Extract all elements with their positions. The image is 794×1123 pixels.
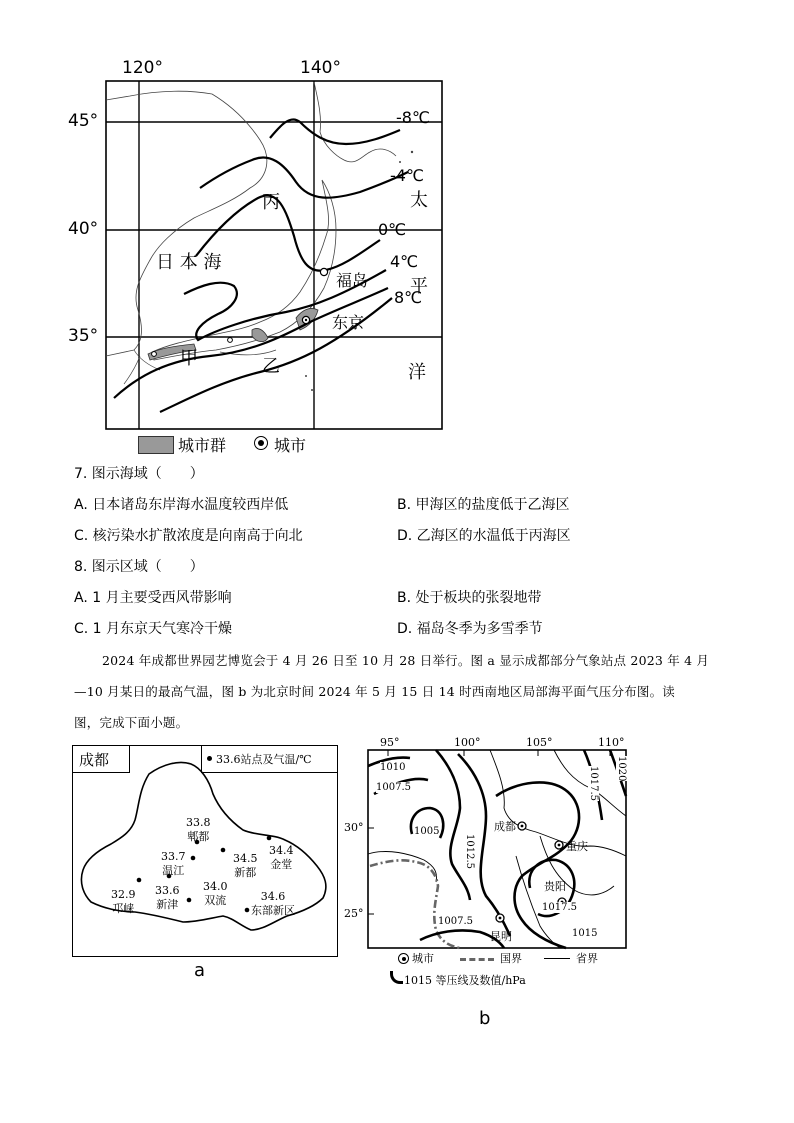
station-dot <box>267 836 272 841</box>
station-pidu: 33.8 郫都 <box>186 816 211 843</box>
legend-province-label: 省界 <box>576 952 598 965</box>
city-symbol-icon <box>254 436 268 450</box>
station-shuangliu: 34.0 双流 <box>203 880 228 907</box>
q8-option-c[interactable]: C. 1 月东京天气寒冷干燥 <box>74 621 233 637</box>
area-yi: 乙 <box>262 356 280 377</box>
q7-option-d[interactable]: D. 乙海区的水温低于丙海区 <box>397 528 571 544</box>
city-label-chengdu: 成都 <box>494 820 516 833</box>
station-dot <box>245 908 250 913</box>
isotherm-label: 8℃ <box>394 288 423 307</box>
japan-map <box>68 58 460 460</box>
city-tokyo-dot <box>305 319 307 321</box>
map-b-caption: b <box>479 1008 491 1029</box>
area-bing: 丙 <box>262 192 280 213</box>
city-label-fukushima: 福岛 <box>336 271 369 290</box>
city-group-swatch <box>138 436 174 454</box>
legend-border-label: 国界 <box>500 952 522 965</box>
sea-name: 日 本 海 <box>156 252 222 273</box>
isotherm--8 <box>270 119 400 144</box>
island <box>305 375 307 377</box>
lat-label-45: 45° <box>68 111 99 131</box>
lon-label-140: 140° <box>300 58 341 78</box>
q8-option-d[interactable]: D. 福岛冬季为多雪季节 <box>397 621 543 637</box>
q8-option-b[interactable]: B. 处于板块的张裂地带 <box>397 590 542 606</box>
station-wenjiang: 33.7 温江 <box>161 850 186 877</box>
isotherm-0 <box>196 196 380 271</box>
map-a-title: 成都 <box>79 751 110 769</box>
station-dot <box>137 878 142 883</box>
legend-city-label: 城市 <box>412 952 434 965</box>
city-label-tokyo: 东京 <box>332 313 365 332</box>
station-xinjin: 33.6 新津 <box>155 884 180 911</box>
isobar-label: 1017.5 <box>542 902 577 913</box>
isobar-label: 1007.5 <box>376 782 411 793</box>
isobar <box>436 750 470 900</box>
lat-25: 25° <box>344 907 364 920</box>
ocean-char: 太 <box>410 190 428 211</box>
intro-line-3: 图，完成下面小题。 <box>74 715 189 730</box>
station-dot <box>187 898 192 903</box>
island <box>411 151 413 153</box>
city-label-guiyang: 贵阳 <box>544 880 566 893</box>
legend-city-group: 城市群 <box>178 436 227 455</box>
q7-option-b[interactable]: B. 甲海区的盐度低于乙海区 <box>397 497 570 513</box>
q7-stem: 7. 图示海域（ ） <box>74 466 204 482</box>
south-islands <box>124 350 276 384</box>
legend-border-line <box>460 958 494 961</box>
city-small <box>152 352 157 357</box>
q7-option-a[interactable]: A. 日本诸岛东岸海水温度较西岸低 <box>74 497 289 513</box>
city-small <box>228 338 233 343</box>
chengdu-map <box>72 745 338 957</box>
lon-100: 100° <box>454 736 481 749</box>
legend-city-icon <box>398 953 409 964</box>
legend-city: 城市 <box>274 436 307 455</box>
lat-label-40: 40° <box>68 219 99 239</box>
lon-label-120: 120° <box>122 58 163 78</box>
isotherm-label: -8℃ <box>396 108 430 127</box>
station-jintang: 34.4 金堂 <box>269 844 294 871</box>
station-qionglai: 32.9 邛崃 <box>111 888 136 915</box>
chengdu-map-svg <box>73 746 337 956</box>
isobar-label: 1005 <box>414 826 440 837</box>
station-xindu: 34.5 新都 <box>233 852 258 879</box>
isotherm-8 <box>114 288 388 398</box>
lon-110: 110° <box>598 736 625 749</box>
map-a-legend: 33.6站点及气温/℃ <box>216 753 312 766</box>
city-group <box>252 328 268 341</box>
intro-line-2: —10 月某日的最高气温，图 b 为北京时间 2024 年 5 月 15 日 14 时西南地区局部海平面气压分布图。读 <box>74 684 675 699</box>
station-dot <box>221 848 226 853</box>
lon-105: 105° <box>526 736 553 749</box>
isotherm-label: 4℃ <box>390 252 419 271</box>
province-border <box>490 750 626 856</box>
isotherm--4 <box>200 157 408 197</box>
map-a-title-box <box>73 746 130 773</box>
station-dongbu: 34.6 东部新区 <box>251 890 295 917</box>
intro-line-1: 2024 年成都世界园艺博览会于 4 月 26 日至 10 月 28 日举行。图 a 显示成都部分气象站点 2023 年 4 月 <box>102 653 710 668</box>
isobar-label: 1012.5 <box>464 834 475 869</box>
lon-95: 95° <box>380 736 400 749</box>
legend-province-line <box>544 958 570 959</box>
island <box>311 389 313 391</box>
isotherm-label: -4℃ <box>390 166 424 185</box>
map-a-legend-box <box>201 746 338 773</box>
legend-isobar-label: 1015 等压线及数值/hPa <box>404 974 526 987</box>
isotherm-label: 0℃ <box>378 220 407 239</box>
national-border <box>370 860 460 948</box>
isobar-label: 1010 <box>380 762 406 773</box>
map-a-caption: a <box>194 960 206 981</box>
city-label-chongqing: 重庆 <box>566 840 588 853</box>
ocean-char: 洋 <box>408 362 426 383</box>
island <box>399 161 401 163</box>
lat-label-35: 35° <box>68 326 99 346</box>
lat-30: 30° <box>344 821 364 834</box>
mainland-coast <box>106 91 267 356</box>
isobar-label: 1015 <box>572 928 598 939</box>
station-dot <box>191 856 196 861</box>
q8-stem: 8. 图示区域（ ） <box>74 559 204 575</box>
isobar-label: 1007.5 <box>438 916 473 927</box>
ocean-char: 平 <box>410 276 428 297</box>
province-border <box>368 852 437 882</box>
isobar-label: 1020 <box>616 756 627 782</box>
map-b-legend <box>396 950 656 992</box>
city-label-kunming: 昆明 <box>490 930 512 943</box>
area-jia: 甲 <box>180 348 198 369</box>
q7-option-c[interactable]: C. 核污染水扩散浓度是向南高于向北 <box>74 528 303 544</box>
q8-option-a[interactable]: A. 1 月主要受西风带影响 <box>74 590 232 606</box>
isobar-label: 1017.5 <box>588 766 599 801</box>
city-fukushima <box>320 268 327 275</box>
station-legend-icon <box>207 756 212 761</box>
